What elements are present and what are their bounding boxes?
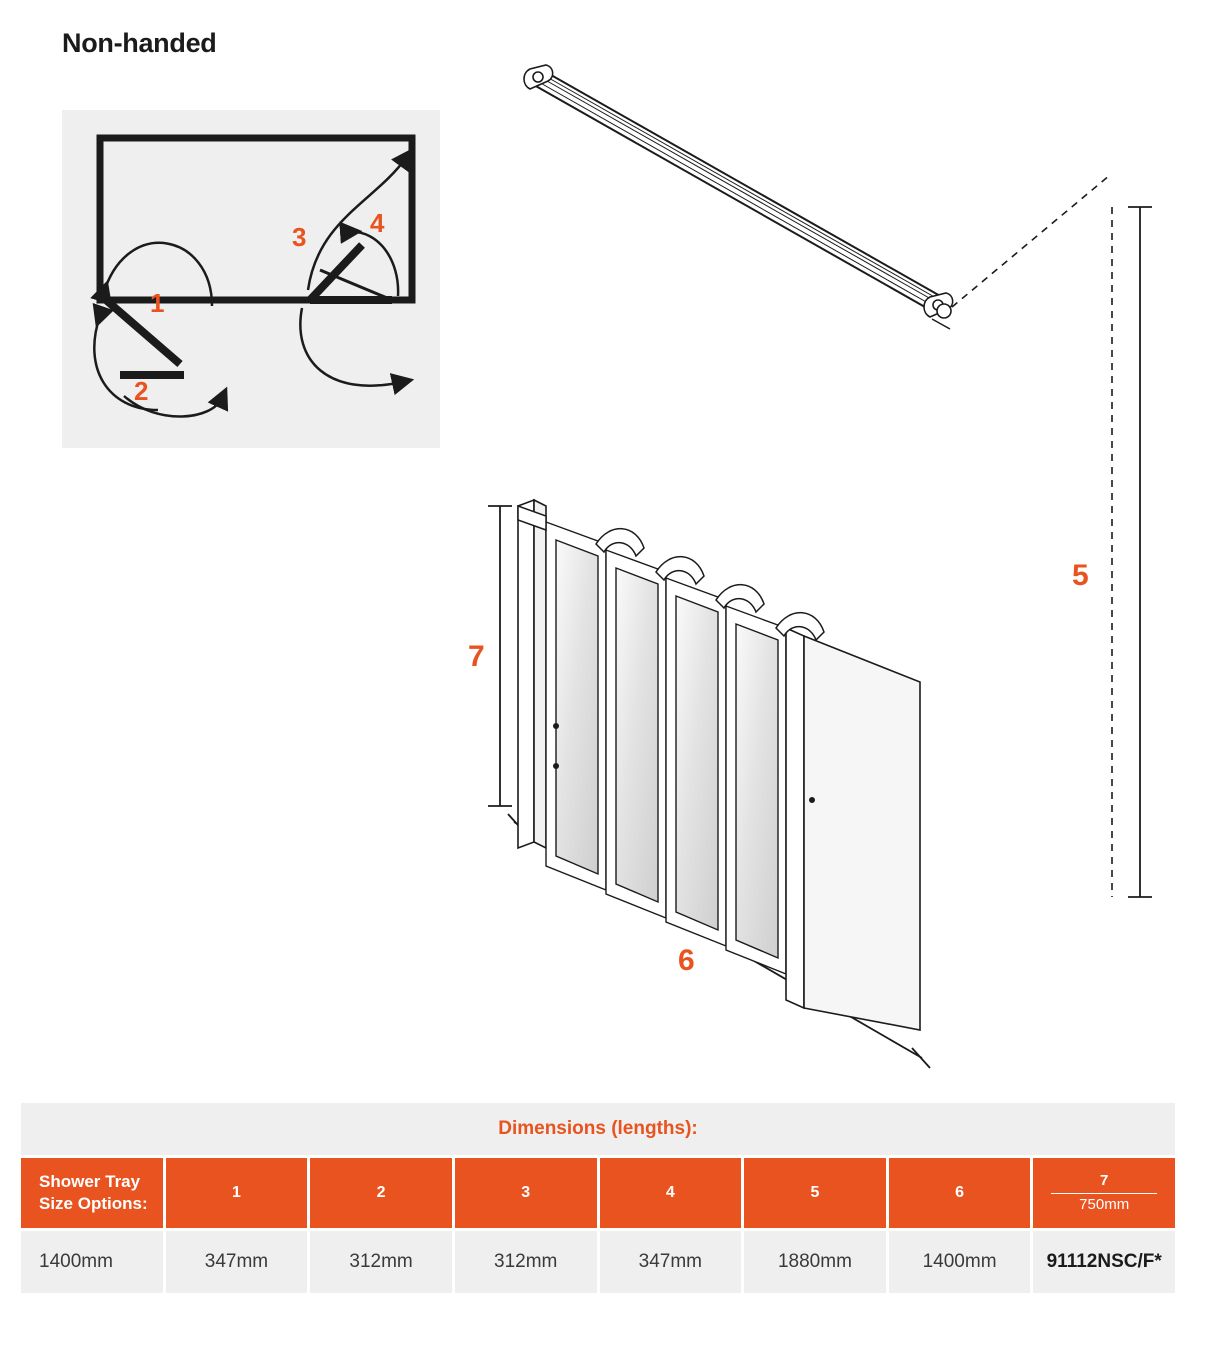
dimensions-group-header: Dimensions (lengths): — [21, 1103, 1175, 1155]
handing-label-2: 2 — [134, 376, 149, 406]
cell-d2: 312mm — [310, 1231, 452, 1293]
column-header-7-label: 7 — [1100, 1171, 1109, 1189]
table-row — [21, 1231, 1175, 1293]
cell-d5: 1880mm — [744, 1231, 886, 1293]
table-group-header-row — [21, 1103, 1175, 1155]
height-dimension-5 — [1072, 185, 1200, 915]
handing-diagram — [62, 110, 440, 448]
dimension-label-5: 5 — [1072, 559, 1089, 592]
dimensions-table-wrapper — [18, 1100, 1178, 1296]
cell-product-code: 91112NSC/F* — [1033, 1231, 1175, 1293]
column-header-7-sub: 750mm — [1051, 1193, 1157, 1215]
column-header-4: 4 — [600, 1158, 742, 1228]
cell-size: 1400mm — [21, 1231, 163, 1293]
column-header-1: 1 — [166, 1158, 308, 1228]
column-header-5: 5 — [744, 1158, 886, 1228]
track-rail-drawing — [500, 55, 980, 355]
dimension-label-6: 6 — [678, 944, 695, 977]
dimension-label-7: 7 — [468, 640, 485, 673]
cell-d6: 1400mm — [889, 1231, 1031, 1293]
handing-label-3: 3 — [292, 222, 307, 252]
cell-d1: 347mm — [166, 1231, 308, 1293]
cell-d3: 312mm — [455, 1231, 597, 1293]
handing-label-4: 4 — [370, 208, 385, 238]
cell-d4: 347mm — [600, 1231, 742, 1293]
sliding-door-assembly-drawing — [460, 470, 980, 1090]
column-header-6: 6 — [889, 1158, 1031, 1228]
page-title: Non-handed — [62, 28, 217, 58]
column-header-size: Shower Tray Size Options: — [21, 1158, 163, 1228]
column-header-7 — [1033, 1158, 1175, 1228]
dimensions-table — [18, 1100, 1178, 1296]
column-header-2: 2 — [310, 1158, 452, 1228]
handing-label-1: 1 — [150, 288, 165, 318]
table-header-row — [21, 1158, 1175, 1228]
column-header-3: 3 — [455, 1158, 597, 1228]
